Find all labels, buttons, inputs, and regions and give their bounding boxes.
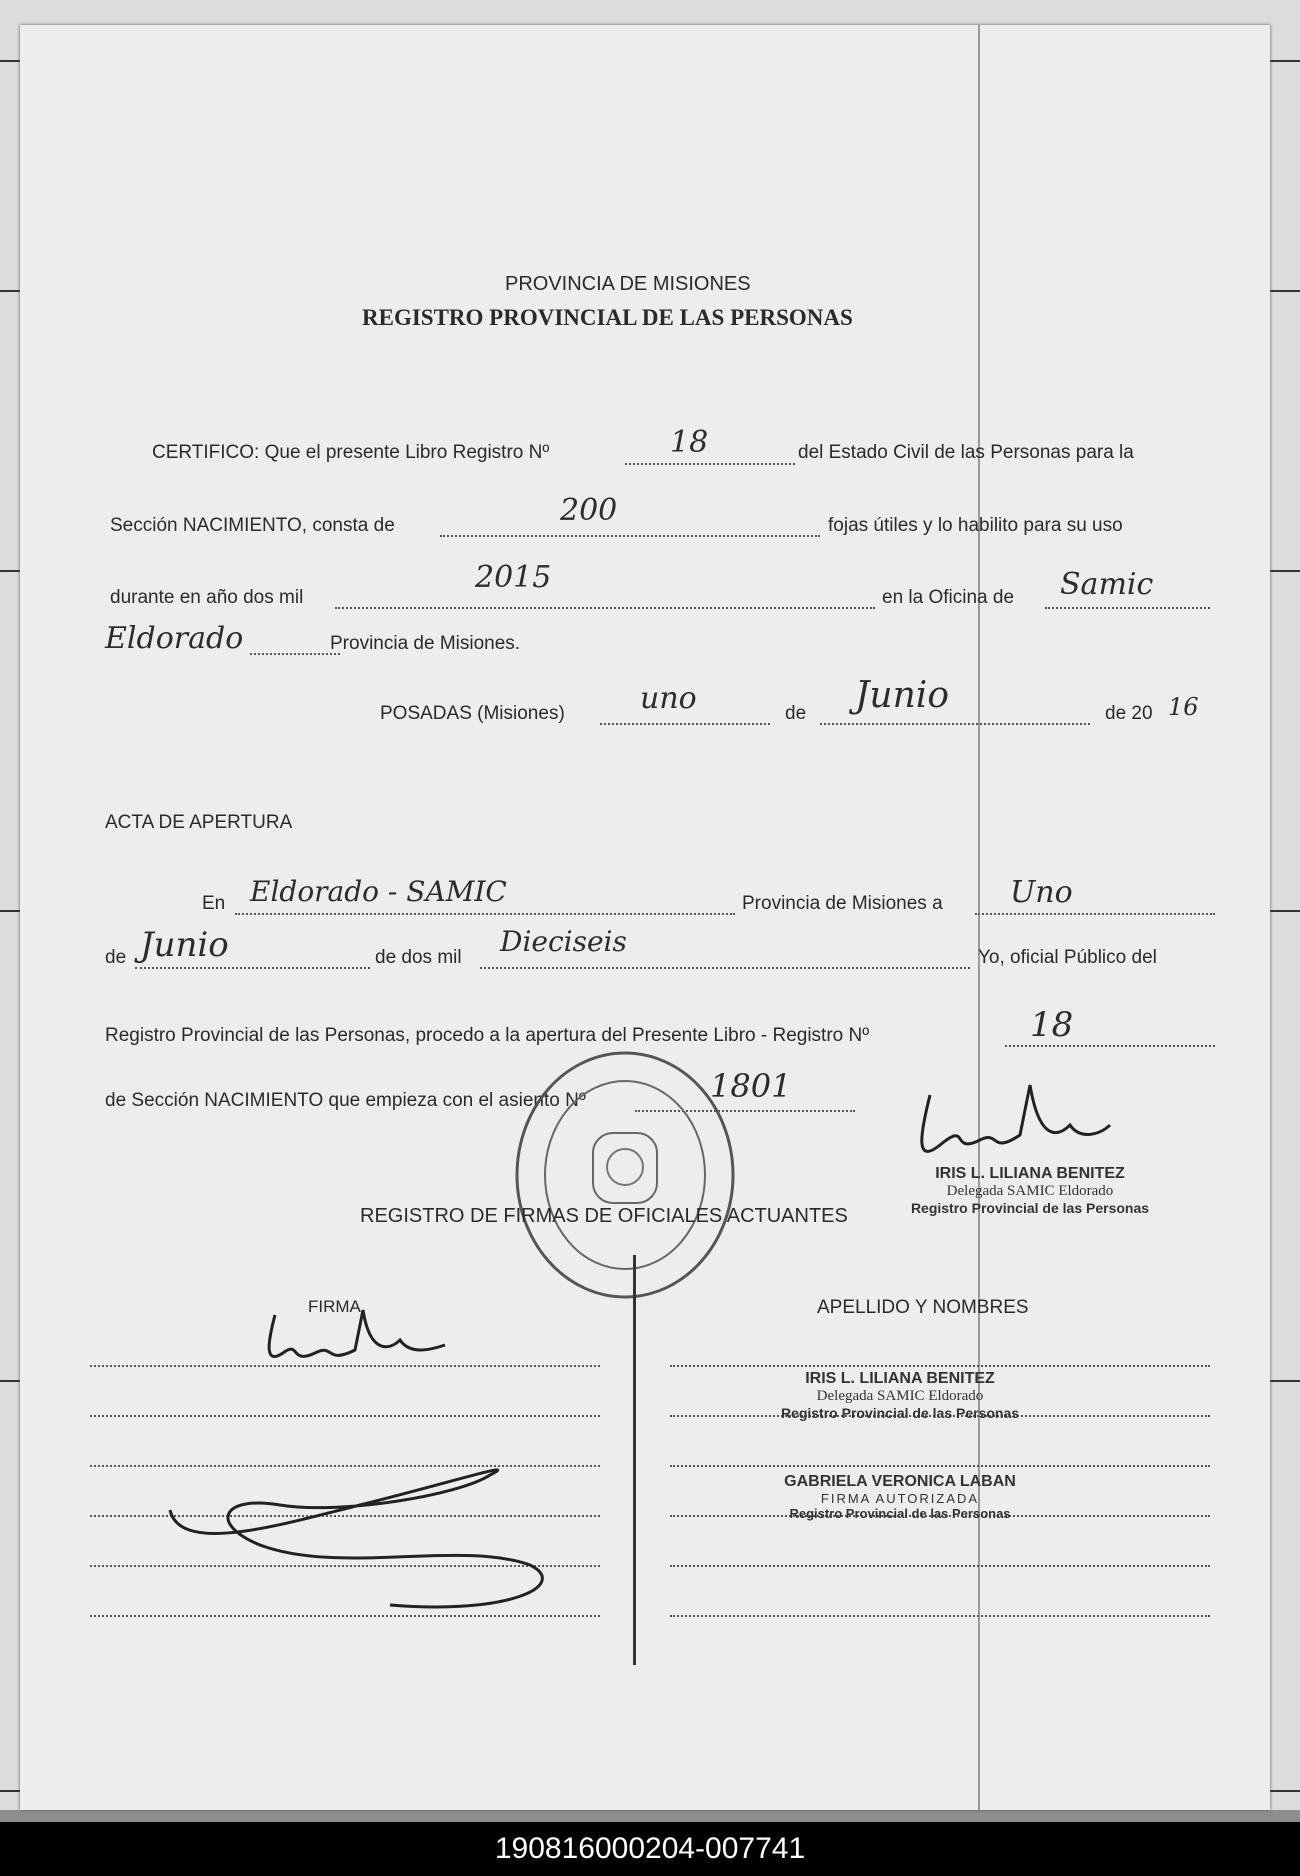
name-line [670, 1565, 1210, 1567]
office-handwritten-2: Eldorado [105, 621, 244, 656]
registry-header: REGISTRO PROVINCIAL DE LAS PERSONAS [362, 305, 853, 330]
signer-org: Registro Provincial de las Personas [789, 1506, 1011, 1521]
certificate-page [20, 25, 1270, 1810]
cert-line2-b: fojas útiles y lo habilito para su uso [828, 515, 1123, 536]
official-stamp [880, 1165, 1180, 1216]
year-suffix-handwritten: 16 [1168, 693, 1199, 721]
dots [975, 913, 1215, 915]
acta-title: ACTA DE APERTURA [105, 812, 293, 833]
official-seal [505, 1045, 745, 1305]
cert-line4: Provincia de Misiones. [330, 633, 521, 654]
dots [440, 535, 820, 537]
signature-1 [255, 1295, 455, 1375]
acta-provincia: Provincia de Misiones a [742, 893, 943, 914]
column-divider [633, 1255, 636, 1665]
signer-stamp-2 [740, 1473, 1060, 1521]
dots [135, 967, 370, 969]
signer-org: Registro Provincial de las Personas [780, 1405, 1020, 1421]
stamp-name: IRIS L. LILIANA BENITEZ [935, 1165, 1125, 1182]
cert-line3-a: durante en año dos mil [110, 587, 304, 608]
book-number-handwritten: 18 [670, 425, 709, 460]
dots [250, 653, 340, 655]
cert-line1-a: CERTIFICO: Que el presente Libro Registro Nº [152, 442, 550, 463]
signer-name: GABRIELA VERONICA LABAN [784, 1473, 1016, 1490]
acta-de-dos-mil: de dos mil [375, 947, 462, 968]
stamp-org: Registro Provincial de las Personas [910, 1200, 1150, 1216]
signature-2 [160, 1445, 580, 1615]
signer-stamp-1 [750, 1370, 1050, 1421]
dots [1005, 1045, 1215, 1047]
acta-month-handwritten: Junio [140, 925, 229, 965]
province-header: PROVINCIA DE MISIONES [505, 273, 751, 295]
name-line [670, 1465, 1210, 1467]
office-handwritten-1: Samic [1060, 567, 1154, 602]
document-id-bar [0, 1822, 1300, 1876]
pages-handwritten: 200 [560, 493, 618, 528]
document-id: 190816000204-007741 [494, 1832, 806, 1865]
dots [235, 913, 735, 915]
dots [820, 723, 1090, 725]
month-handwritten: Junio [855, 675, 949, 716]
signer-role: Delegada SAMIC Eldorado [816, 1388, 984, 1404]
asiento-handwritten: 1801 [710, 1067, 792, 1105]
place-date-label: POSADAS (Misiones) [380, 703, 565, 724]
acta-book-number-handwritten: 18 [1030, 1005, 1074, 1045]
dots [335, 607, 875, 609]
acta-line-registro: Registro Provincial de las Personas, procedo a la apertura del Presente Libro - Registro Nº [105, 1025, 870, 1046]
year-handwritten: 2015 [475, 560, 552, 595]
de-label: de [785, 703, 807, 724]
cert-line1-b: del Estado Civil de las Personas para la [798, 442, 1134, 463]
acta-en: En [202, 893, 226, 914]
signer-name: IRIS L. LILIANA BENITEZ [805, 1370, 995, 1387]
acta-de: de [105, 947, 127, 968]
name-line [670, 1615, 1210, 1617]
cert-line2-a: Sección NACIMIENTO, consta de [110, 515, 395, 536]
year-prefix: de 20 [1105, 703, 1153, 724]
firmas-title: REGISTRO DE FIRMAS DE OFICIALES ACTUANTES [360, 1205, 848, 1227]
fold-line [978, 25, 980, 1810]
signer-role: FIRMA AUTORIZADA [820, 1491, 980, 1506]
acta-year-words-handwritten: Dieciseis [500, 925, 627, 958]
official-signature [910, 1065, 1120, 1175]
stamp-role: Delegada SAMIC Eldorado [946, 1183, 1114, 1199]
cert-line3-b: en la Oficina de [882, 587, 1015, 608]
signature-line [90, 1615, 600, 1617]
dots [600, 723, 770, 725]
acta-yo: Yo, oficial Público del [978, 947, 1157, 968]
location-handwritten: Eldorado - SAMIC [250, 875, 507, 908]
acta-line-seccion: de Sección NACIMIENTO que empieza con el asiento Nº [105, 1090, 586, 1111]
dots [625, 463, 795, 465]
col-firma: FIRMA [308, 1297, 361, 1316]
signature-line [90, 1415, 600, 1417]
day-handwritten: uno [640, 681, 697, 716]
dots [1045, 607, 1210, 609]
col-nombres: APELLIDO Y NOMBRES [817, 1297, 1029, 1318]
dots [480, 967, 970, 969]
acta-day-handwritten: Uno [1010, 875, 1073, 910]
name-line [670, 1365, 1210, 1367]
